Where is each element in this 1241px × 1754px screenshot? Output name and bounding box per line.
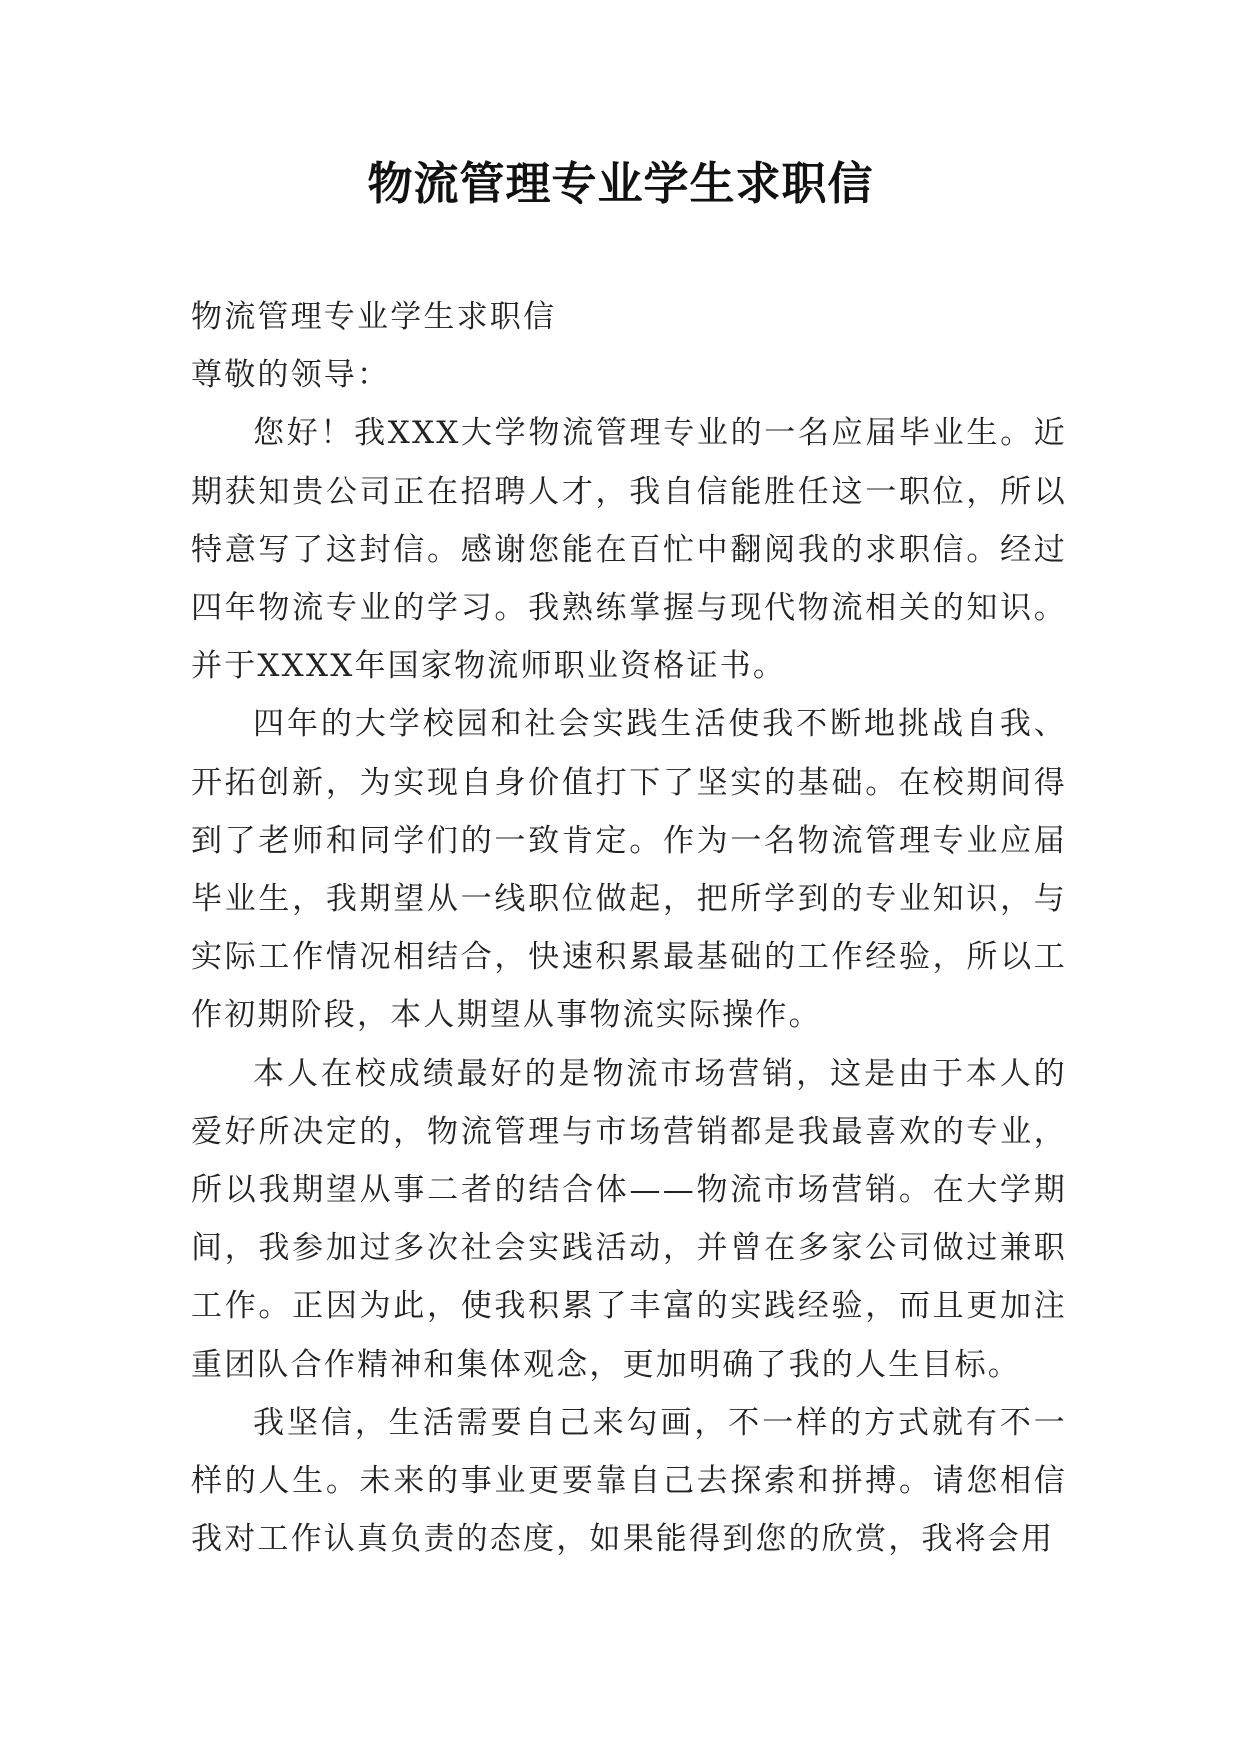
paragraph-4: 我坚信，生活需要自己来勾画，不一样的方式就有不一样的人生。未来的事业更要靠自己去探索和拼搏。请您相信我对工作认真负责的态度，如果能得到您的欣赏，我将会用 bbox=[191, 1404, 1067, 1558]
letter-body bbox=[191, 288, 1067, 1568]
letter-subtitle: 物流管理专业学生求职信 bbox=[191, 299, 557, 335]
letter-salutation: 尊敬的领导： bbox=[191, 357, 391, 394]
paragraph-1: 您好！我XXX大学物流管理专业的一名应届毕业生。近期获知贵公司正在招聘人才，我自信能胜任这一职位，所以特意写了这封信。感谢您能在百忙中翻阅我的求职信。经过四年物流专业的学习。我熟练掌握与现代物流相关的知识。并于XXXX年国家物流师职业资格证书。 bbox=[191, 415, 1067, 685]
paragraph-2: 四年的大学校园和社会实践生活使我不断地挑战自我、开拓创新，为实现自身价值打下了坚实的基础。在校期间得到了老师和同学们的一致肯定。作为一名物流管理专业应届毕业生，我期望从一线职位做起，把所学到的专业知识，与实际工作情况相结合，快速积累最基础的工作经验，所以工作初期阶段，本人期望从事物流实际操作。 bbox=[191, 706, 1067, 1034]
paragraph-3: 本人在校成绩最好的是物流市场营销，这是由于本人的爱好所决定的，物流管理与市场营销都是我最喜欢的专业，所以我期望从事二者的结合体——物流市场营销。在大学期间，我参加过多次社会实践活动，并曾在多家公司做过兼职工作。正因为此，使我积累了丰富的实践经验，而且更加注重团队合作精神和集体观念，更加明确了我的人生目标。 bbox=[191, 1055, 1067, 1383]
document-title: 物流管理专业学生求职信 bbox=[367, 157, 874, 210]
